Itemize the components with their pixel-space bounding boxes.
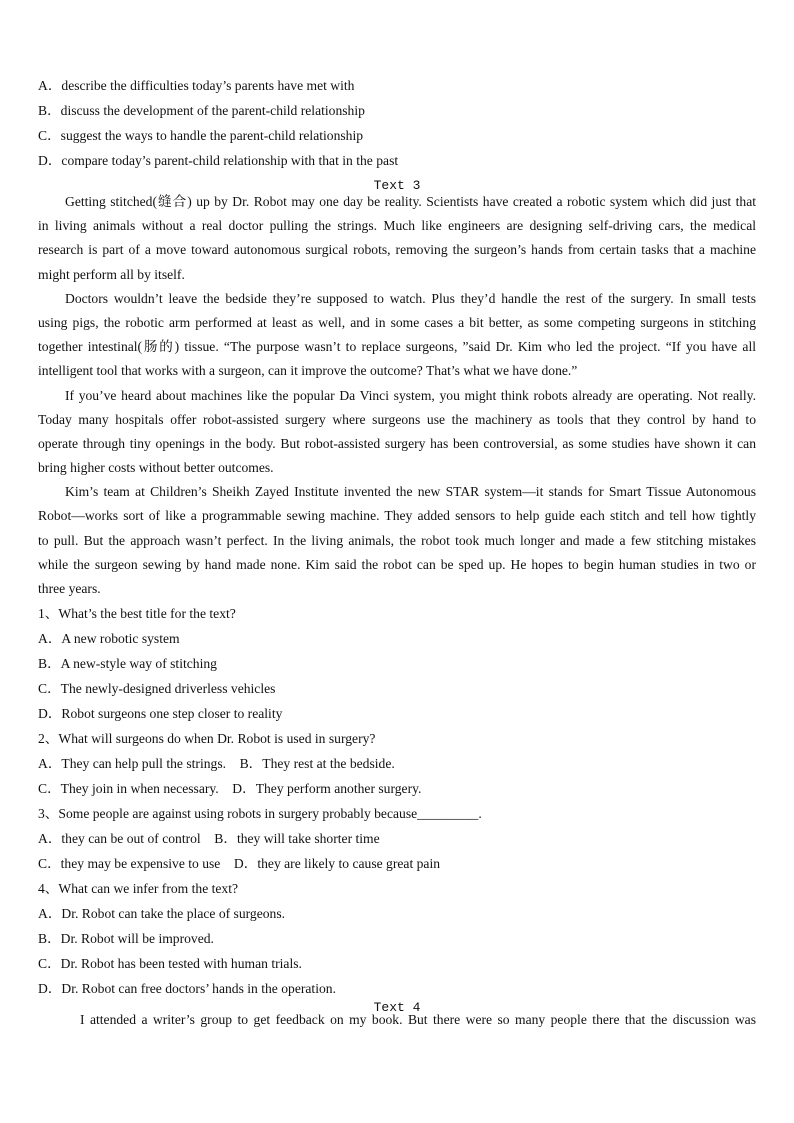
passage-line: in living animals without a real doctor pulling the strings. Much like engineers are designing self-driving cars, the medical [38,218,756,234]
passage-line: together intestinal(肠的) tissue. “The purpose wasn’t to replace surgeons, ”said Dr. Kim who led the project. “If you have all [38,339,756,355]
passage-line: Kim’s team at Children’s Sheikh Zayed Institute invented the new STAR system—it stands for Smart Tissue Autonomous [65,484,756,500]
passage-text-3 [38,190,756,601]
option-a: A．describe the difficulties today’s parents have met with [38,78,355,93]
option-c: C．suggest the ways to handle the parent-child relationship [38,128,364,143]
passage-line: using pigs, the robotic arm performed at least as well, and in some cases a bit better, as some competing surgeons in stitching [38,314,756,330]
answer-options-row: A．they can be out of control B．they will take shorter time [38,831,380,847]
answer-option: B．Dr. Robot will be improved. [38,931,214,947]
passage-line: Robot—works sort of like a programmable sewing machine. They added sensors to help guide each stitch and tell how tightly [38,508,756,524]
passage-line: bring higher costs without better outcomes. [38,460,274,476]
question-1 [38,601,756,726]
questions [38,601,756,1001]
answer-option: C．Dr. Robot has been tested with human trials. [38,956,302,972]
answer-option: A．Dr. Robot can take the place of surgeons. [38,906,286,922]
paragraph [38,287,756,384]
passage-line: Getting stitched(缝合) up by Dr. Robot may one day be reality. Scientists have created a robotic system which did just that [65,194,756,209]
previous-question-options [38,73,756,173]
option-d: D．compare today’s parent-child relationship with that in the past [38,153,399,168]
paragraph [38,384,756,481]
question-stem: 4、What can we infer from the text? [38,881,239,897]
paragraph [38,480,756,601]
passage-line: Today many hospitals offer robot-assisted surgery where surgeons use the machinery as tools that they control by hand to [38,411,756,427]
passage-line: might perform all by itself. [38,266,185,282]
document-page [38,73,756,1032]
question-stem: 3、Some people are against using robots in surgery probably because_________. [38,806,482,822]
question-3 [38,801,756,876]
passage-line: If you’ve heard about machines like the popular Da Vinci system, you might think robots already are operating. Not really. [65,387,756,403]
option-b: B．discuss the development of the parent-child relationship [38,103,365,118]
question-2 [38,726,756,801]
answer-option: D．Robot surgeons one step closer to reality [38,706,283,722]
answer-option: B．A new-style way of stitching [38,656,217,672]
answer-option: D．Dr. Robot can free doctors’ hands in the operation. [38,981,336,997]
section-heading-text-3: Text 3 [373,178,421,193]
answer-options-row: C．They join in when necessary. D．They perform another surgery. [38,781,422,797]
passage-line: research is part of a move toward autonomous surgical robots, removing the surgeon’s hands from certain tasks that a machine [38,242,756,258]
passage-line: while the surgeon sewing by hand made none. Kim said the robot can be sped up. He hopes to begin human studies in two or [38,556,756,572]
question-stem: 1、What’s the best title for the text? [38,606,236,622]
passage-line: I attended a writer’s group to get feedback on my book. But there were so many people there that the discussion was [80,1012,756,1028]
passage-line: operate through tiny openings in the body. But robot-assisted surgery has been controversial, as some studies have shown it can [38,435,756,451]
question-4 [38,876,756,1001]
answer-option: C．The newly-designed driverless vehicles [38,681,276,697]
passage-line: to pull. But the approach wasn’t perfect. In the living animals, the robot took much longer and made a few stitching mistakes [38,532,756,548]
answer-options-row: A．They can help pull the strings. B．They rest at the bedside. [38,756,395,772]
section-heading-text-4: Text 4 [373,1000,421,1016]
answer-option: A．A new robotic system [38,631,180,647]
passage-line: intelligent tool that works with a surgeon, can it improve the outcome? That’s what we have done.” [38,363,578,379]
passage-line: three years. [38,581,101,596]
paragraph [38,190,756,287]
question-stem: 2、What will surgeons do when Dr. Robot is used in surgery? [38,731,376,747]
answer-options-row: C．they may be expensive to use D．they are likely to cause great pain [38,856,441,872]
passage-line: Doctors wouldn’t leave the bedside they’re supposed to watch. Plus they’d handle the rest of the surgery. In small tests [65,290,756,306]
